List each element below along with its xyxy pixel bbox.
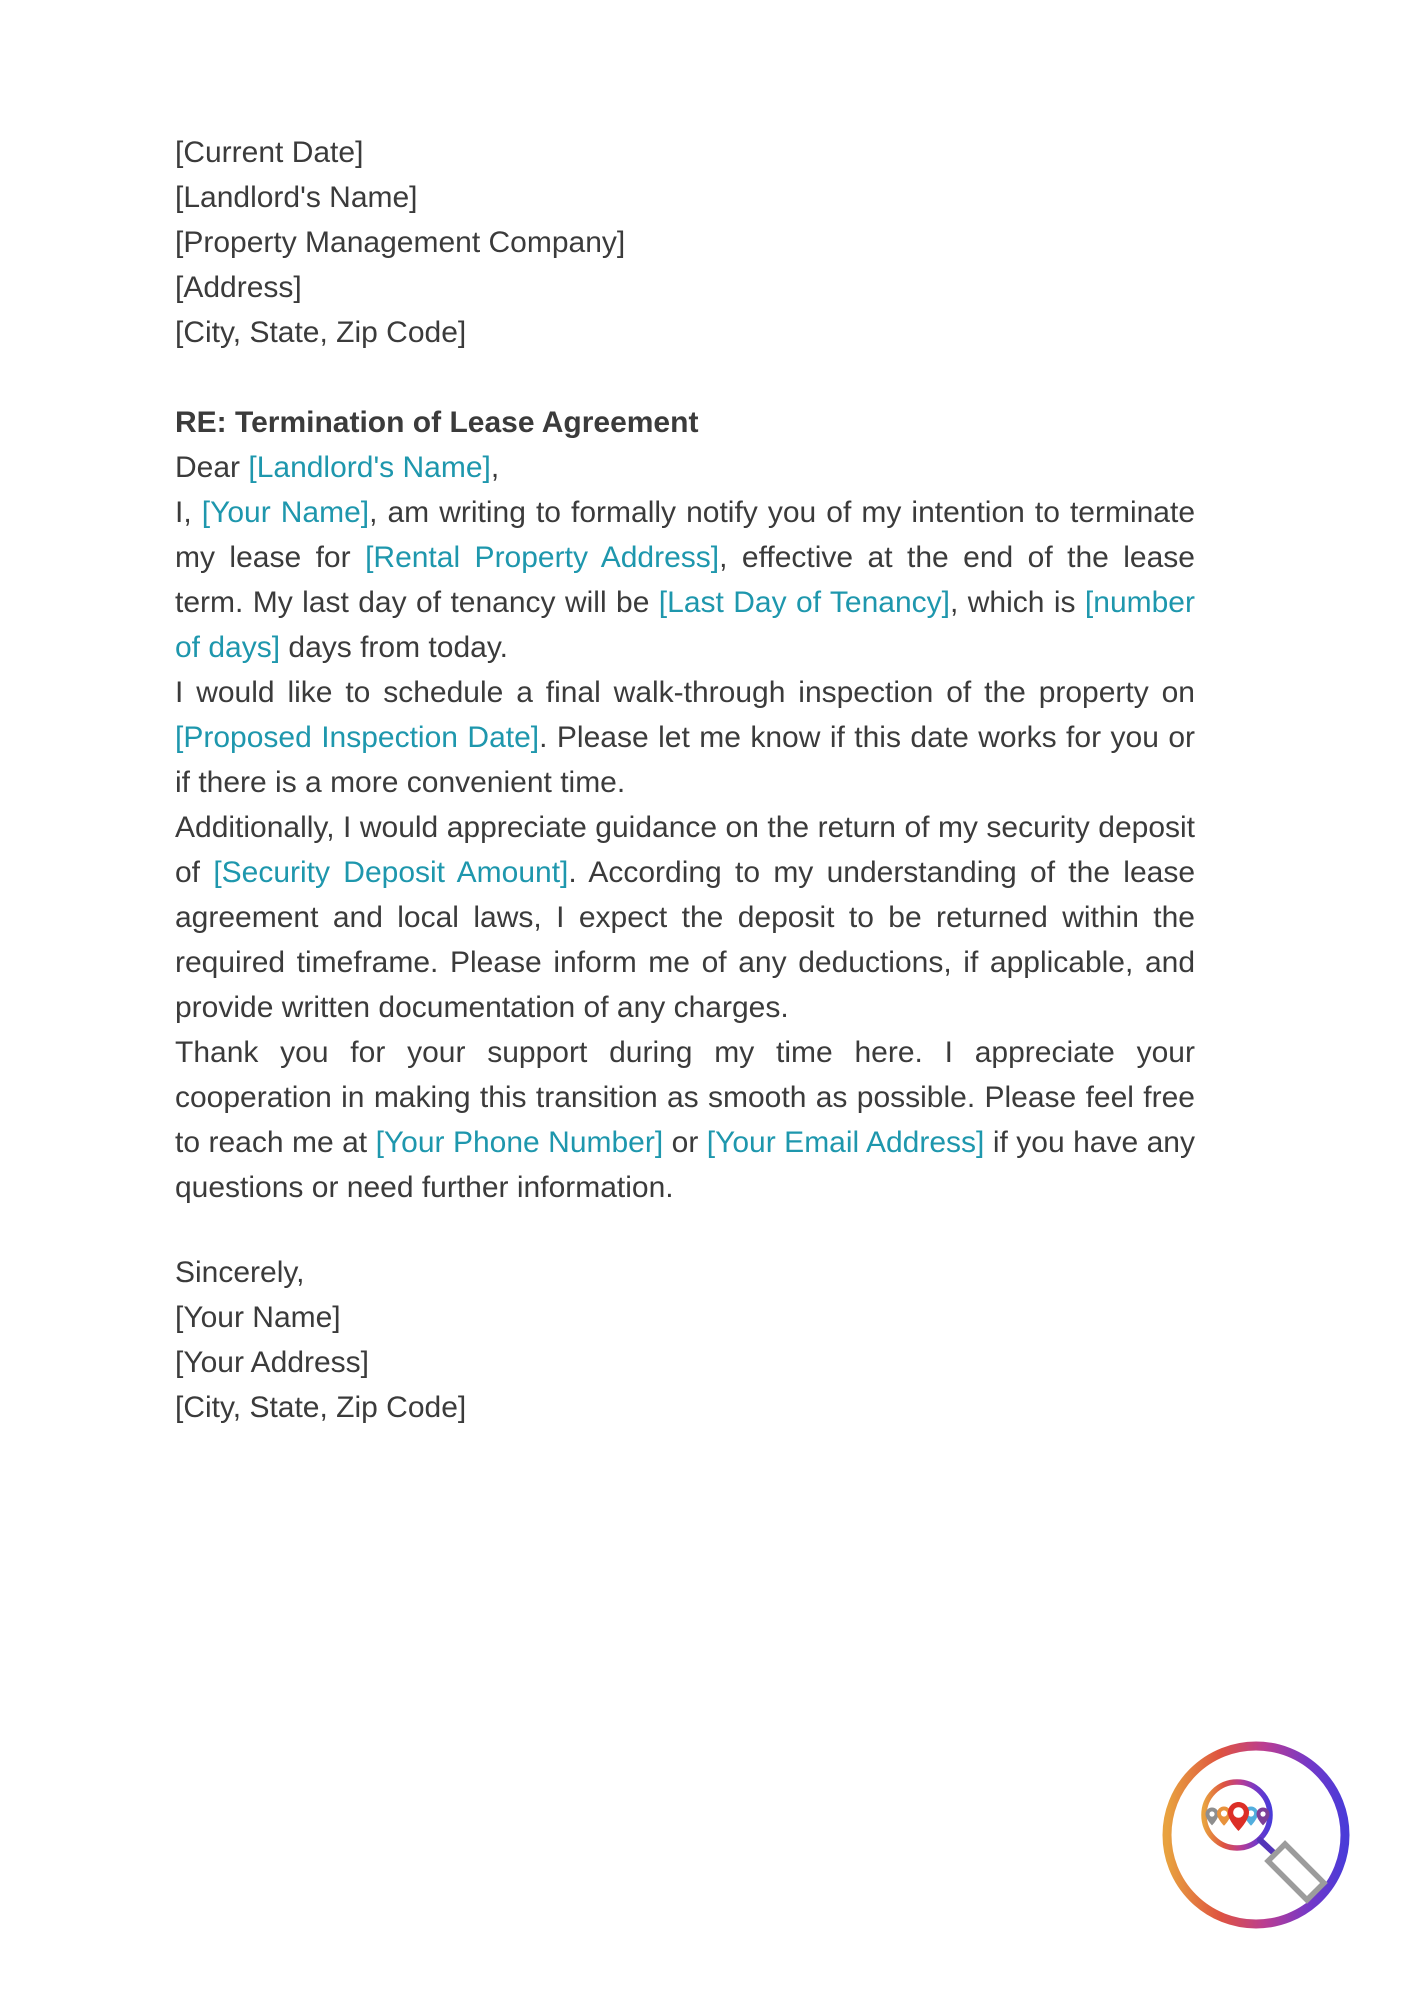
placeholder-field: [Proposed Inspection Date] <box>175 721 540 754</box>
closing-block <box>175 1250 1195 1430</box>
letter-body <box>175 130 1195 1430</box>
closing-line: Sincerely, <box>175 1256 305 1289</box>
pin-hole <box>1209 1811 1214 1816</box>
text-run: days from today. <box>280 631 508 664</box>
text-run: if you have any questions or need further information. <box>175 1126 1195 1204</box>
pin-hole <box>1233 1807 1244 1818</box>
body-paragraph-2 <box>175 670 1195 805</box>
text-run: . According to my understanding of the lease agreement and local laws, I expect the deposit to be returned within the required timeframe. Please inform me of any deductions, if applicable, and provide written documentation of any charges. <box>175 856 1196 1024</box>
text-run: I, <box>175 496 202 529</box>
text-run: , <box>490 451 500 484</box>
placeholder-field: [Landlord's Name] <box>248 451 491 484</box>
text-run: , am writing to formally notify you of my intention to terminate my lease for <box>175 496 1195 574</box>
placeholder-field: [number of days] <box>175 586 1195 664</box>
magnifier-handle-icon <box>1268 1844 1324 1900</box>
placeholder-field: [Last Day of Tenancy] <box>658 586 950 619</box>
placeholder-field: [Security Deposit Amount] <box>213 856 569 889</box>
recipient-line: [Current Date] <box>175 136 364 169</box>
body-paragraph-3 <box>175 805 1195 1030</box>
salutation <box>175 445 1195 490</box>
text-run: Dear <box>175 451 249 484</box>
recipient-block <box>175 130 1195 355</box>
body-paragraph-4 <box>175 1030 1195 1210</box>
placeholder-field: [Your Email Address] <box>706 1126 985 1159</box>
text-run: Additionally, I would appreciate guidance on the return of my security deposit of <box>175 811 1195 889</box>
location-search-logo <box>1162 1741 1350 1929</box>
recipient-line: [Property Management Company] <box>175 226 626 259</box>
text-run: . Please let me know if this date works for you or if there is a more convenient time. <box>175 721 1196 799</box>
text-run: or <box>663 1126 707 1159</box>
text-run: I would like to schedule a final walk-through inspection of the property on <box>175 676 1195 709</box>
closing-line: [Your Name] <box>175 1301 341 1334</box>
recipient-line: [Landlord's Name] <box>175 181 418 214</box>
recipient-line: [Address] <box>175 271 302 304</box>
placeholder-field: [Rental Property Address] <box>365 541 720 574</box>
closing-line: [Your Address] <box>175 1346 370 1379</box>
pin-hole <box>1260 1811 1265 1816</box>
text-run: , which is <box>949 586 1085 619</box>
body-paragraph-1 <box>175 490 1195 670</box>
recipient-line: [City, State, Zip Code] <box>175 316 467 349</box>
text-run: Thank you for your support during my time here. I appreciate your cooperation in making this transition as smooth as possible. Please feel free to reach me at <box>175 1036 1195 1159</box>
text-run: , effective at the end of the lease term. My last day of tenancy will be <box>175 541 1195 619</box>
placeholder-field: [Your Name] <box>201 496 370 529</box>
placeholder-field: [Your Phone Number] <box>375 1126 664 1159</box>
pin-hole <box>1221 1810 1227 1816</box>
magnifier-stem-icon <box>1260 1840 1275 1854</box>
subject-line: RE: Termination of Lease Agreement <box>175 406 699 439</box>
closing-line: [City, State, Zip Code] <box>175 1391 467 1424</box>
